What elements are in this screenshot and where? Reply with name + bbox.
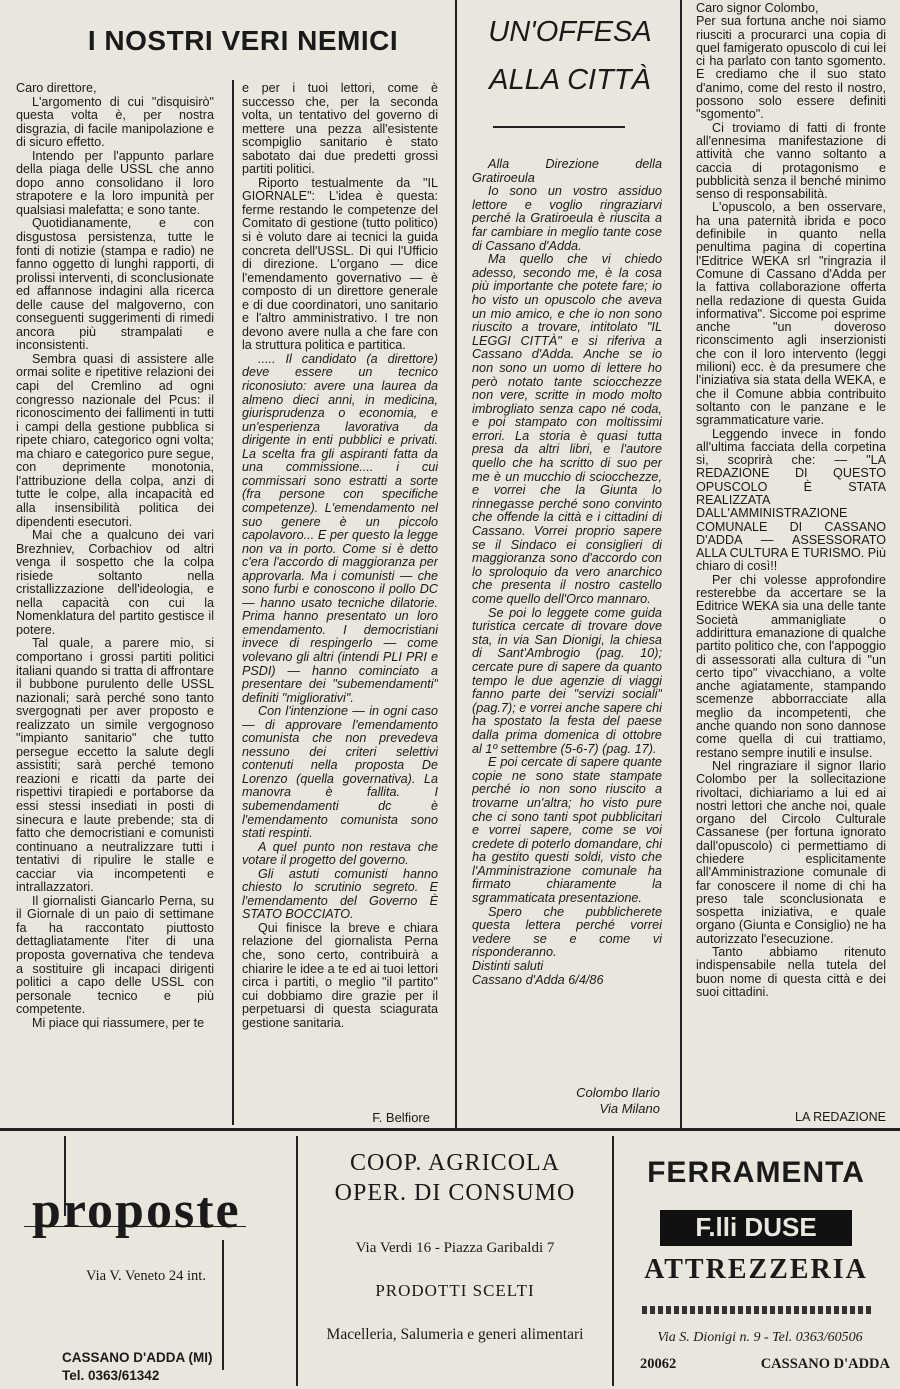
article2-title-rule bbox=[493, 126, 625, 128]
proposte-town: CASSANO D'ADDA (MI) bbox=[62, 1350, 213, 1365]
paragraph: ..... Il candidato (a direttore) deve essere un tecnico riconosiuto: avere una laurea da almeno dieci anni, in medicina, giurisprudenza o economia, e un'esperienza lavorativa da dirigente in enti pubblici e privati. La scelta fra gli aspiranti fatta da una commissione.... i cui commissari sono estratti a sorte (fra persone con specifiche competenze). L'emendamento nel suo genere è un piccolo capolavoro... E per questo la legge non va in porto. Come si è detto c'era l'accordo di maggioranza per approvarla. Ma i comunisti — che sono furbi e conoscono il pollo DC — hanno usato tecniche dilatorie. Prima hanno presentato un loro emendamento. I democristiani invece di respingerlo — come volevano gli altri (intendi PLI PRI e PSDI) — hanno cominciato a presentare dei "subemendamenti" definiti "migliorativi". bbox=[242, 351, 438, 705]
paragraph: Riporto testualmente da "IL GIORNALE": L'idea è questa: ferme restando le competenze del Comitato di gestione (tutto politico) si è voluto dare ai tecnici la guida concreta dell'USSL. Di qui l'Ufficio di direzione. L'organo — dice l'emendamento governativo — è composto di un direttore generale e di due coordinatori, uno sanitario e l'altro amministrativo. I tre non devono avere nulla a che fare con la struttura politica e partitica. bbox=[242, 175, 438, 353]
paragraph: Con l'intenzione — in ogni caso — di approvare l'emendamento comunista che non prevedeva nessuno dei criteri selettivi contenuti nella proposta De Lorenzo (quella governativa). La manovra è fallita. I subemendamenti dc è l'emendamento comunista sono stati respinti. bbox=[242, 704, 438, 841]
paragraph: Sembra quasi di assistere alle ormai solite e ripetitive relazioni dei capi del Cremlino ad ogni congresso nazionale del Pcus: il riconoscimento dei fallimenti in tutti i campi della gestione pubblica si ripete chiaro, categorico ogni volta; ma chiaro e categorico pure segue, con deprimente monotonia, l'attribuzione della colpa, anzi di tutte le colpe, alla incapacità ed alla insensibilità politica dei dipendenti esecutori. bbox=[16, 351, 214, 529]
ferramenta-zip: 20062 bbox=[640, 1356, 677, 1372]
paragraph: Nel ringraziare il signor Ilario Colombo per la sollecitazione rivoltaci, dichiariamo a lui ed ai nostri lettori che anche noi, quale organo del Circolo Culturale Cassanese (per fortuna ignorato dall'opuscolo) ci permettiamo di chiedere esplicitamente all'Amministrazione comunale di far conoscere il nome di chi ha preso tale sconclusionata e sospetta iniziativa, e quale organo (Giunta e Consiglio) ne ha autorizzato l'esecuzione. bbox=[696, 758, 886, 946]
ad-ferramenta bbox=[618, 1136, 900, 1386]
article1-signature: F. Belfiore bbox=[372, 1110, 430, 1125]
article2-signature-name: Colombo Ilario bbox=[576, 1085, 660, 1100]
paragraph: A quel punto non restava che votare il progetto del governo. bbox=[242, 839, 438, 868]
paragraph: Il giornalisti Giancarlo Perna, su il Giornale di un paio di settimane fa ha raccontato piuttosto dettagliatamente l'iter di una proposta governativa che tendeva a sostituire gli incapaci dirigenti politici a capo delle USSL con personale tecnico e più competente. bbox=[16, 893, 214, 1017]
article1-title: I NOSTRI VERI NEMICI bbox=[87, 25, 399, 56]
paragraph: Cassano d'Adda 6/4/86 bbox=[472, 972, 604, 987]
coop-address: Via Verdi 16 - Piazza Garibaldi 7 bbox=[355, 1240, 555, 1256]
paragraph: Tal quale, a parere mio, si comportano i grossi partiti politici italiani quando si tratta di affrontare il bubbone purulento delle USSL nazionali; sarà perché sono tanto svergognati per aver proposto e realizzato un simile vergognoso "impianto sanitario" che tutto persegue eccetto la salute degli assistiti; sarà perché temono reazioni e ricatti da parte dei rispettivi tirapiedi e portaborse da essi stessi insediati in posti di sinecura e laute prebende; sta di fatto che democristiani e comunisti continuano a neutralizzare tutti i tentativi di ripulire le stalle e cacciar via incompetenti e intrallazzatori. bbox=[16, 636, 214, 895]
column-rule bbox=[232, 80, 234, 1125]
ferramenta-badge: F.lli DUSE bbox=[695, 1212, 817, 1242]
paragraph: Leggendo invece in fondo all'ultima facciata della corpetina si, scoprirà che: — "LA REDAZIONE DI QUESTO OPUSCOLO È STATA REALIZZATA DALL'AMMINISTRAZIONE COMUNALE DI CASSANO D'ADDA — ASSESSORATO ALLA CULTURA E TURISMO. Più chiaro di così!! bbox=[696, 426, 886, 574]
paragraph: Gli astuti comunisti hanno chiesto lo scrutinio segreto. E l'emendamento del Governo È STATO BOCCIATO. bbox=[242, 866, 438, 922]
paragraph: Caro signor Colombo, bbox=[696, 2, 819, 15]
paragraph: Io sono un vostro assiduo lettore e voglio ringraziarvi perché la Gratiroeula è riuscita a far cambiare in meglio tante cose di Cassano d'Adda. bbox=[472, 184, 662, 253]
paragraph: Quotidianamente, e con disgustosa persistenza, tutte le fonti di notizie (stampa e radio) ne fanno oggetto di lunghi rapporti, di prolissi interventi, di sconclusionate ed affannose indagini alla ricerca delle cause del malgoverno, con conseguenti suggerimenti di rimedi ancora più strampalati e inconsistenti. bbox=[16, 216, 214, 353]
article2-title-line1: UN'OFFESA bbox=[488, 16, 652, 48]
paragraph: Mai che a qualcuno dei vari Brezhniev, Corbachiov od altri venga il sospetto che la colpa risiede soltanto nella cristallizzazione dell'ideologia, e nella capacità con cui la Nomenklatura del partito gestisce il potere. bbox=[16, 528, 214, 637]
paragraph: e per i tuoi lettori, come è successo che, per la seconda volta, un tentativo del governo di mettere una pezza all'esistente scompiglio sanitario è stato sabotato dai due predetti grossi partiti politici. bbox=[242, 82, 438, 177]
ferramenta-address: Via S. Dionigi n. 9 - Tel. 0363/60506 bbox=[657, 1330, 863, 1345]
paragraph: Spero che pubblicherete questa lettera perché vorrei vedere se e come vi risponderanno. bbox=[472, 904, 662, 960]
paragraph: Qui finisce la breve e chiara relazione del giornalista Perna che, sono certo, contribuirà a chiarire le idee a te ed ai tuoi lettori circa i partiti, o meglio "il partito" cui dobbiamo dire grazie per il perpetuarsi di questa sciagurata gestione sanitaria. bbox=[242, 920, 438, 1030]
paragraph: Ci troviamo di fatti di fronte all'ennesima manifestazione di attività che vanno soltanto a caccia di protagonismo e pubblicità senza il benché minimo senso di responsabilità. bbox=[696, 120, 886, 202]
article1-column-1 bbox=[16, 82, 214, 1122]
coop-footer: Macelleria, Salumeria e generi alimentari bbox=[326, 1326, 584, 1343]
ferramenta-title: FERRAMENTA bbox=[647, 1156, 865, 1189]
proposte-logo: proposte bbox=[32, 1182, 241, 1239]
ferramenta-town: CASSANO D'ADDA bbox=[760, 1356, 890, 1372]
article-divider bbox=[680, 0, 682, 1128]
paragraph: Alla Direzione della Gratiroeula bbox=[472, 158, 662, 185]
proposte-address: Via V. Veneto 24 int. bbox=[86, 1268, 206, 1284]
proposte-phone: Tel. 0363/61342 bbox=[62, 1368, 160, 1383]
paragraph: E poi cercate di sapere quante copie ne sono state stampate perché io non sono riuscito a trovarne un'altra; ho visto pure che ci sono tanti spot pubblicitari e vorrei sapere, come se voi credete di poterlo domandare, chi ha gestito questi soldi, visto che l'Amministrazione comunale ha firmato chiaramente la sgrammaticata presentazione. bbox=[472, 755, 662, 906]
paragraph: Caro direttore, bbox=[16, 82, 97, 95]
article-divider bbox=[455, 0, 457, 1128]
coop-tagline: PRODOTTI SCELTI bbox=[375, 1281, 535, 1300]
article3-signature: LA REDAZIONE bbox=[795, 1110, 886, 1124]
ad-proposte bbox=[12, 1136, 282, 1386]
ferramenta-subtitle: ATTREZZERIA bbox=[644, 1254, 868, 1285]
paragraph: Mi piace qui riassumere, per te bbox=[32, 1015, 205, 1030]
paragraph: Distinti saluti bbox=[472, 959, 544, 974]
paragraph: Per chi volesse approfondire resterebbe da accertare se la Editrice WEKA sia una delle tante Società ammanigliate o addirittura emanazione di qualche partito politico che, con l'appoggio di assessorati alla cultura di "un certo tipo" vivacchiano, a volte anche agiatamente, stampando scemenze abborracciate alla meglio da incompetenti, che anche quando non sono dannose come quella di cui trattiamo, restano sempre inutili e insulse. bbox=[696, 572, 886, 760]
paragraph: Intendo per l'appunto parlare della piaga delle USSL che anno dopo anno consolidano il loro strapotere e la loro impunità per qualsiasi malefatta; e sono tante. bbox=[16, 148, 214, 217]
article2-body bbox=[472, 158, 662, 1078]
ferramenta-ornament bbox=[642, 1306, 874, 1314]
coop-title-line2: OPER. DI CONSUMO bbox=[334, 1180, 576, 1206]
paragraph: L'argomento di cui "disquisirò" questa volta è, per nostra disgrazia, di facile manipolazione e di sicuro effetto. bbox=[16, 94, 214, 150]
article2-title-line2: ALLA CITTÀ bbox=[489, 64, 651, 96]
ads-top-rule bbox=[0, 1128, 900, 1131]
paragraph: Tanto abbiamo ritenuto indispensabile nella tutela del buon nome di questa città e dei suoi cittadini. bbox=[696, 945, 886, 999]
paragraph: Per sua fortuna anche noi siamo riusciti a procurarci una copia di quel famigerato opuscolo di cui lei ci ha parlato con tanto sgomento. E crediamo che il suo stato d'animo, come del resto il nostro, possono solo essere definiti "sgomento". bbox=[696, 14, 886, 122]
paragraph: L'opuscolo, a ben osservare, ha una paternità ibrida e poco definibile in quanto nella penultima pagina di copertina l'Editrice WEKA srl "ringrazia il Comune di Cassano d'Adda per la fattiva collaborazione offerta nella redazione di questa Guida informativa". Siccome poi esprime anche "un doveroso riconscimento agli inserzionisti che con il loro intervento (leggi milioni) ecc. è da presumere che l'iniziativa sia stata della WEKA, e che il Comune abbia contribuito soltanto con le panzane e le sgrammaticature varie. bbox=[696, 200, 886, 428]
article3-body bbox=[696, 2, 886, 1098]
paragraph: Ma quello che vi chiedo adesso, secondo me, è la cosa più importante che potete fare; io ho visto un opuscolo che aveva un mio amico, e che io non sono riuscito a trovare, intitolato "IL LEGGI CITTÀ" e si riferiva a Cassano d'Adda. Anche se io non sono un uomo di lettere ho però notato tante sciocchezze non vere, scritte in modo molto imbrogliato senza capo né coda, e poi stampato con moltissimi errori. La storia è quasi tutta presa da altri libri, e l'autore quello che ha scritto di suo per me è un mucchio di sciocchezze, e vorrei che la Giunta lo rinnegasse perché sono convinto che offende la città e i cittadini di Cassano. Vorrei proprio sapere se il Sindaco ei consiglieri di maggioranza sono d'accordo con lo sproloquio da vero anarchico che presenta il nostro castello come quello dell'Orco mannaro. bbox=[472, 252, 662, 606]
article2-signature-address: Via Milano bbox=[599, 1101, 660, 1116]
ad-coop bbox=[296, 1136, 614, 1386]
paragraph: Se poi lo leggete come guida turistica cercate di trovare dove sta, in via San Dionigi, la chiesa di Sant'Ambrogio (pag. 10); cercate pure di sapere da quanto tempo le due agenzie di viaggi fanno parte dei "servizi sociali" (pag.7); e vorrei anche sapere chi ha spostato la festa del paese dalla prima domenica di ottobre al 1º settembre (5-6-7) (pag. 17). bbox=[472, 605, 662, 756]
article1-column-2 bbox=[242, 82, 438, 1110]
coop-title-line1: COOP. AGRICOLA bbox=[349, 1150, 561, 1176]
